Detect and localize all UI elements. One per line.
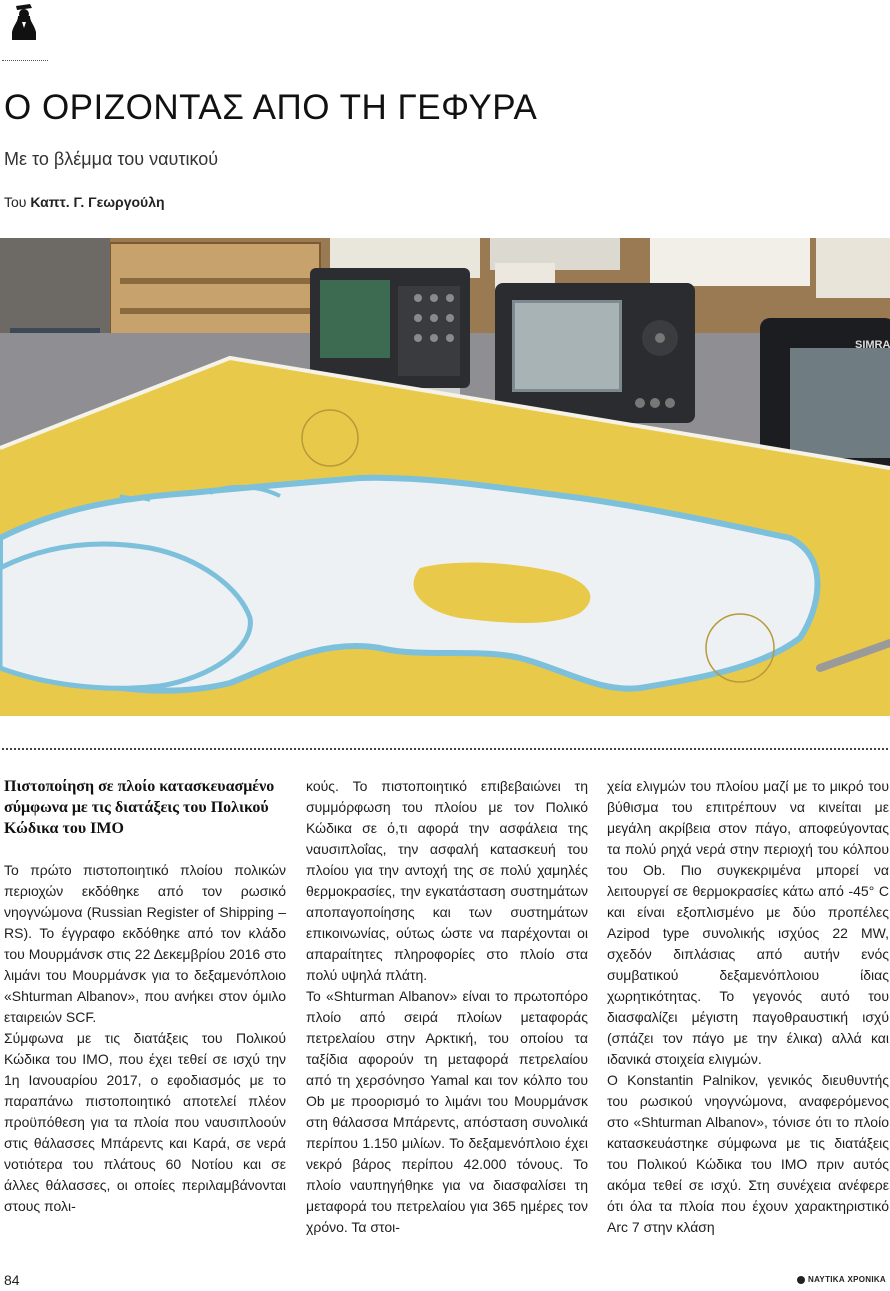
article-title: Ο ΟΡΙΖΟΝΤΑΣ ΑΠΟ ΤΗ ΓΕΦΥΡΑ [4, 88, 538, 127]
column-2 [306, 776, 588, 1238]
section-title: Πιστοποίηση σε πλοίο κατασκευασμένο σύμφωνα με τις διατάξεις του Πολικού Κώδικα του IMO [4, 778, 275, 837]
magazine-dot-icon [797, 1276, 805, 1284]
byline-prefix: Του [4, 194, 27, 210]
gps-device-2 [495, 283, 695, 423]
page-number: 84 [4, 1272, 20, 1288]
device-brand: SIMRA [855, 339, 890, 351]
paragraph: χεία ελιγμών του πλοίου μαζί με το μικρό του βύθισμα του επιτρέπουν να κινείται με μεγάλη ακρίβεια στον πάγο, αποφεύγοντας τα πολύ ρηχά νερά στην περιοχή του κόλπου του Ob. Πιο συγκεκριμένα μπορεί να λειτουργεί σε θερμοκρασίες κάτω από -45° C και είναι εξοπλισμένο με δύο προπέλες Azipod type συνολικής ισχύος 22 MW, σχεδόν διπλάσιας από αυτήν ενός συμβατικού δεξαμενόπλοιου ίδιας χωρητικότητας. Το γεγονός αυτό του διασφαλίζει μέγιστη παγοθραυστική ισχύ (σπάζει τον πάγο με την έλικα) αλλά και ιδανικά στοιχεία ελιγμών. [607, 778, 889, 1067]
paragraph: Το «Shturman Albanov» είναι το πρωτοπόρο πλοίο από σειρά πλοίων μεταφοράς πετρελαίου στην Αρκτική, του οποίου τα ταξίδια αφορούν τη μεταφορά πετρελαίου από τη χερσόνησο Yamal και τον κόλπο του Ob με προορισμό το λιμάνι του Μουρμάνσκ στη θάλασσα Μπάρεντς, απόσταση συνολικά περίπου 1.150 μιλίων. Το δεξαμενόπλοιο έχει νεκρό βάρος περίπου 42.000 τόνους. Το πλοίο ναυπηγήθηκε για να διασφαλίσει τη μεταφορά του πετρελαίου για 365 ημέρες τον χρόνο. Τα στοι- [306, 988, 588, 1235]
paragraph: Ο Konstantin Palnikov, γενικός διευθυντής του ρωσικού νηογνώμονα, αναφερόμενος στο «Shturman Albanov», τόνισε ότι το πλοίο κατασκευάστηκε σύμφωνα με τις διατάξεις του Πολικού Κώδικα του IMO πριν αυτός ακόμα τεθεί σε ισχύ. Στη συνέχεια ανέφερε ότι όλα τα πλοία που έχουν χαρακτηριστικό Arc 7 στην κλάση [607, 1072, 889, 1235]
magazine-label: ΝΑΥΤΙΚΑ ΧΡΟΝΙΚΑ [808, 1275, 886, 1284]
author-name: Καπτ. Γ. Γεωργούλη [30, 194, 165, 210]
byline [4, 194, 165, 210]
magazine-logo-icon [8, 2, 40, 42]
article-body [4, 776, 888, 1266]
column-1 [4, 776, 286, 1217]
bridge-photo [0, 238, 890, 716]
paragraph: Το πρώτο πιστοποιητικό πλοίου πολικών περιοχών εκδόθηκε από τον ρωσικό νηογνώμονα (Russian Register of Shipping – RS). Το έγγραφο εκδόθηκε από τον κλάδο του Μουρμάνσκ στις 22 Δεκεμβρίου 2016 στο λιμάνι του Μουρμάνσκ για το δεξαμενόπλοιο «Shturman Albanov», που ανήκει στον όμιλο εταιρειών SCF. [4, 862, 286, 1025]
paragraph: κούς. Το πιστοποιητικό επιβεβαιώνει τη συμμόρφωση του πλοίου με τον Πολικό Κώδικα σε ό,τι αφορά την ασφάλεια της ναυσιπλοΐας, την ασφαλή κατασκευή του πλοίου για την αντοχή της σε πολύ χαμηλές θερμοκρασίες, την εγκατάσταση συστημάτων αποπαγοποίησης και των συστημάτων επικοινωνίας, ούτως ώστε να παρέχονται οι απαραίτητες πληροφορίες στο πλοίο στα πολύ υψηλά πλάτη. [306, 778, 588, 983]
paragraph: Σύμφωνα με τις διατάξεις του Πολικού Κώδικα του IMO, που έχει τεθεί σε ισχύ την 1η Ιανουαρίου 2017, ο εφοδιασμός με το παραπάνω πιστοποιητικό αποτελεί πλέον προϋπόθεση για τα πλοία που ναυσιπλοούν στις θάλασσες Μπάρεντς και Καρά, σε νερά νοτιότερα του πλάτους 60 Νοτίου και σε άλλες θάλασσες, οι οποίες περιλαμβάνονται στους πολι- [4, 1030, 286, 1214]
magazine-name [797, 1275, 886, 1284]
column-3 [607, 776, 889, 1238]
section-divider [2, 748, 888, 750]
article-subtitle: Με το βλέμμα του ναυτικού [4, 149, 219, 169]
logo-rule [2, 60, 48, 61]
